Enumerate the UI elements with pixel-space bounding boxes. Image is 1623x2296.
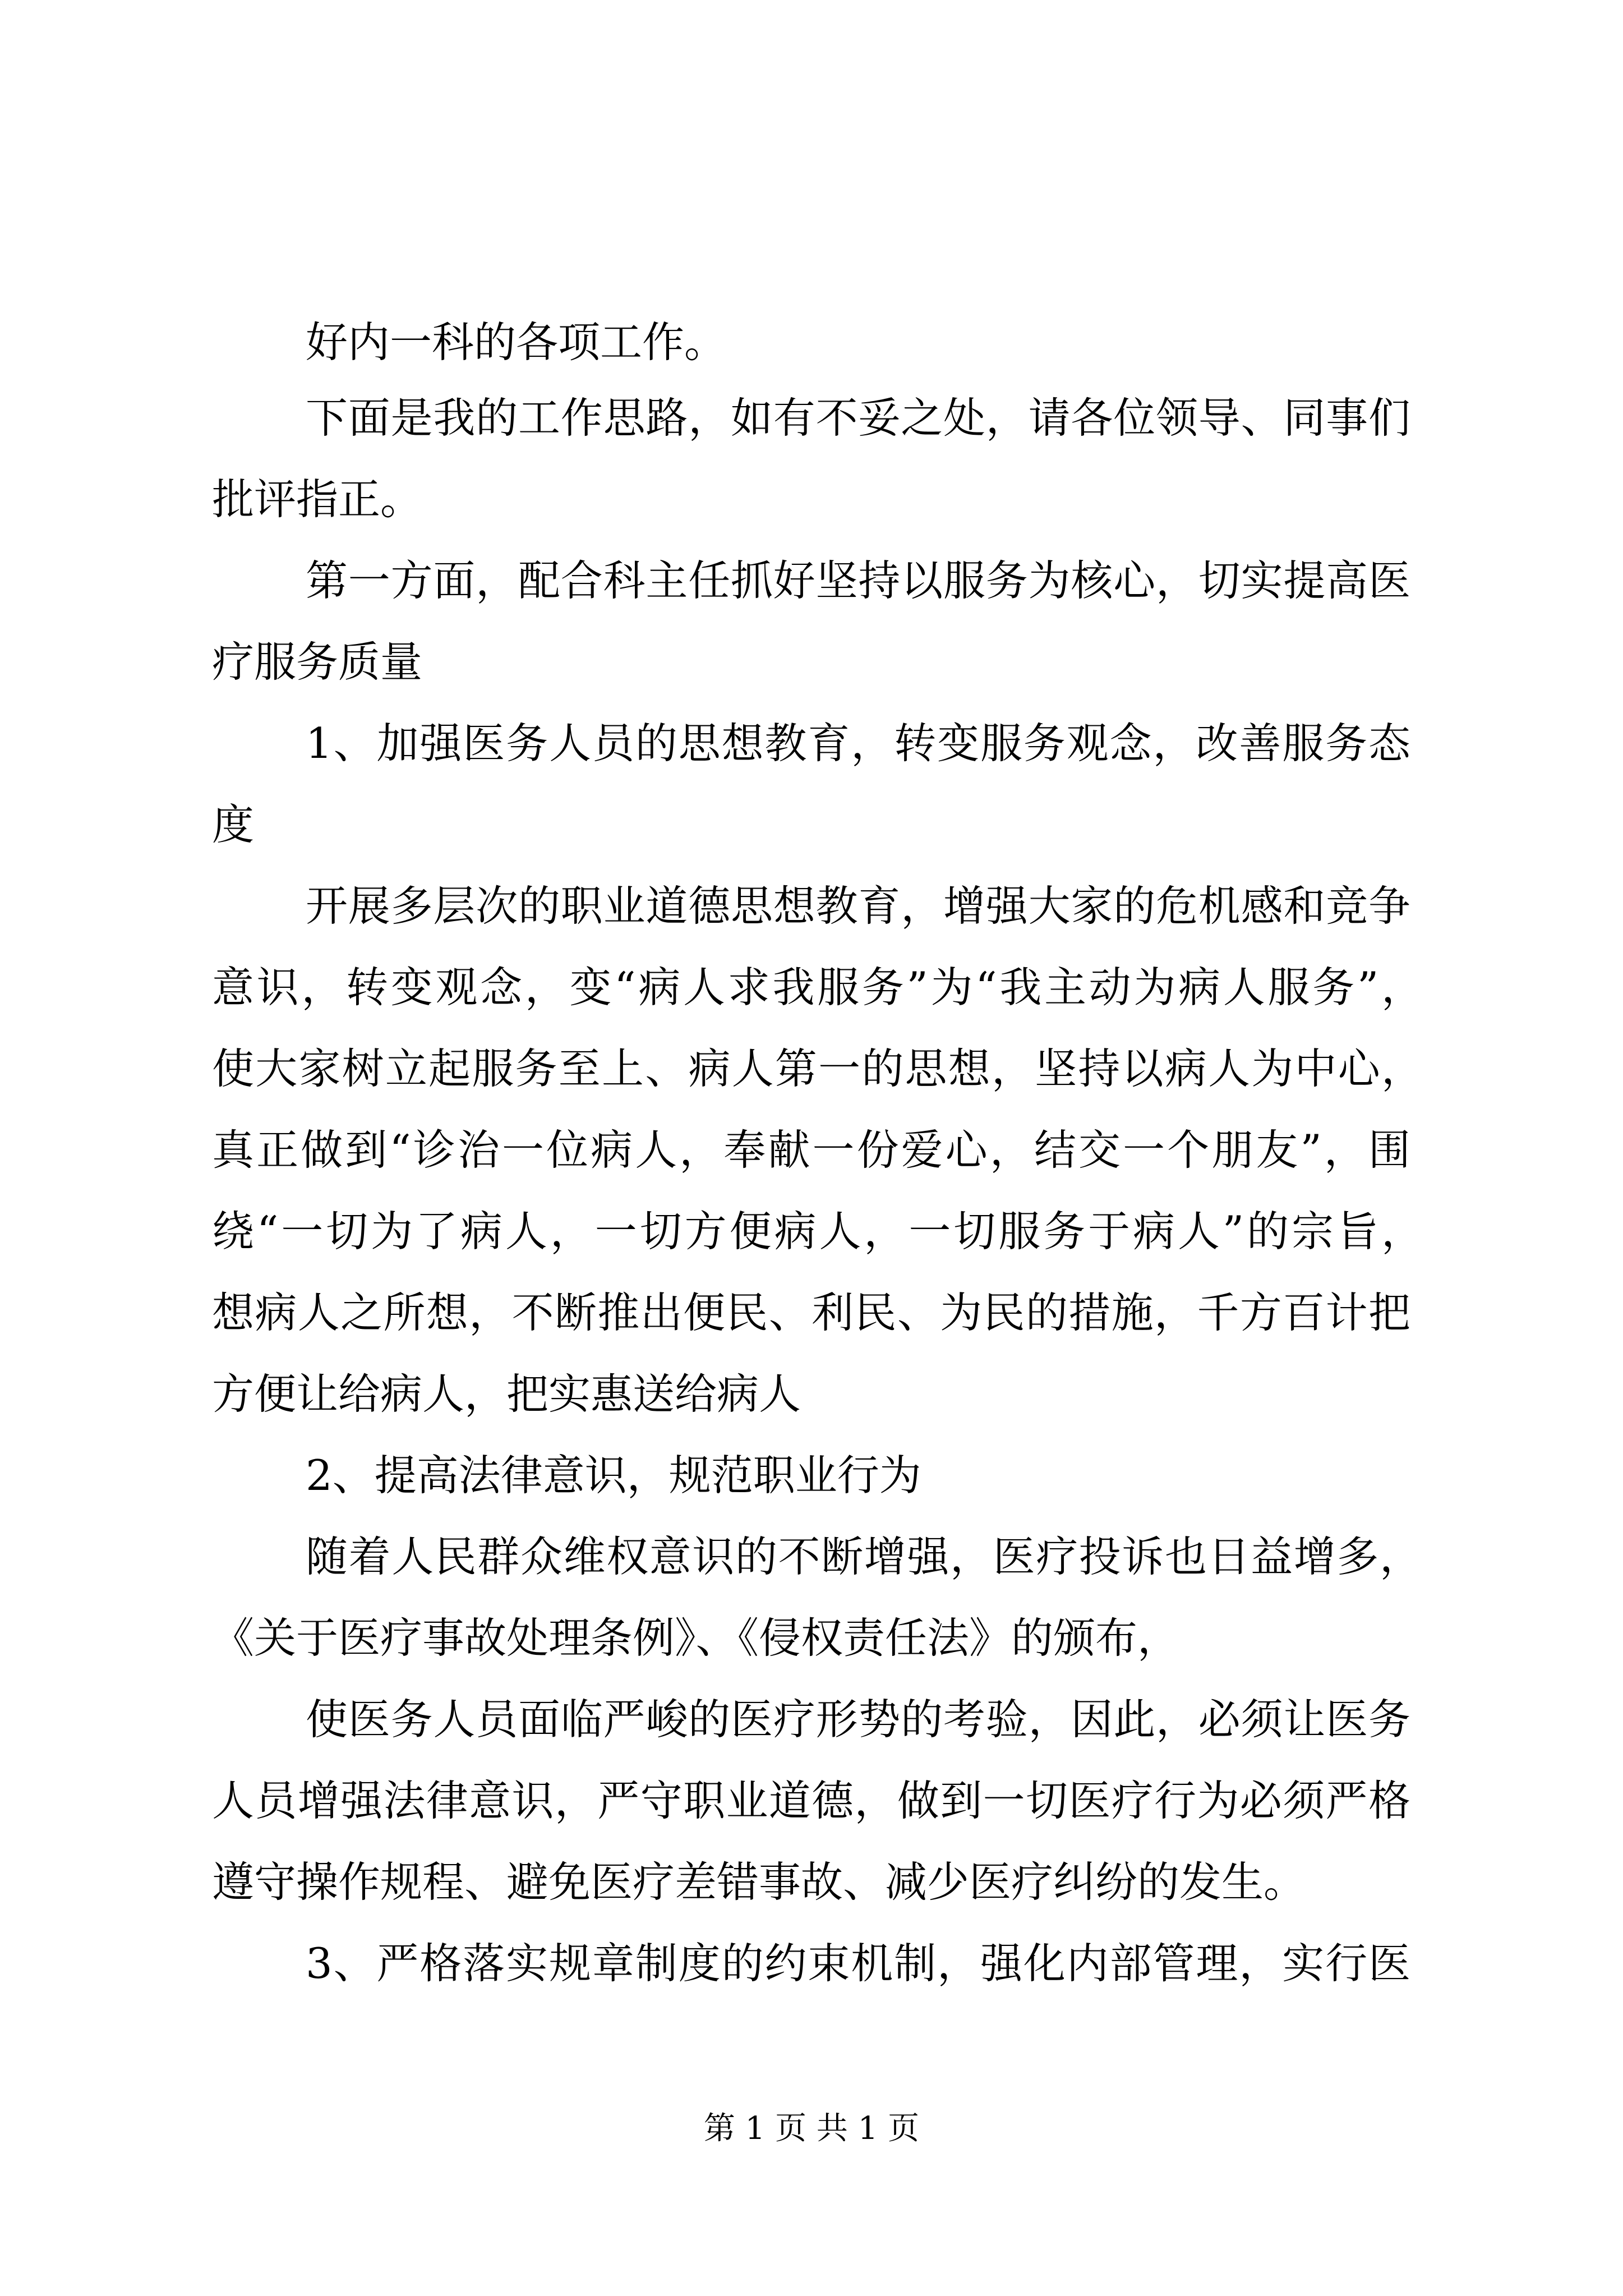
body-line-16: 随着人民群众维权意识的不断增强，医疗投诉也日益增多，	[306, 1532, 1422, 1581]
body-line-5: 疗服务质量	[212, 637, 423, 687]
body-line-3: 批评指正。	[212, 475, 423, 524]
body-line-21: 3、严格落实规章制度的约束机制，强化内部管理，实行医	[306, 1939, 1410, 1988]
body-line-18: 使医务人员面临严峻的医疗形势的考验，因此，必须让医务	[306, 1695, 1410, 1744]
body-line-12: 绕“一切为了病人，一切方便病人，一切服务于病人”的宗旨，	[212, 1207, 1423, 1256]
page-number-footer: 第 1 页 共 1 页	[703, 2110, 920, 2147]
body-line-9: 意识，转变观念，变“病人求我服务”为“我主动为病人服务”，	[212, 963, 1423, 1012]
body-line-13: 想病人之所想，不断推出便民、利民、为民的措施，千方百计把	[212, 1288, 1410, 1337]
body-line-10: 使大家树立起服务至上、病人第一的思想，坚持以病人为中心，	[212, 1044, 1423, 1093]
body-line-8: 开展多层次的职业道德思想教育，增强大家的危机感和竞争	[306, 881, 1410, 931]
body-line-4: 第一方面，配合科主任抓好坚持以服务为核心，切实提高医	[306, 556, 1410, 605]
body-line-14: 方便让给病人，把实惠送给病人	[212, 1369, 801, 1419]
body-line-6: 1、加强医务人员的思想教育，转变服务观念，改善服务态	[306, 719, 1410, 768]
body-line-15: 2、提高法律意识，规范职业行为	[306, 1451, 921, 1500]
body-line-11: 真正做到“诊治一位病人，奉献一份爱心，结交一个朋友”，围	[212, 1125, 1410, 1175]
body-line-17: 《关于医疗事故处理条例》、《侵权责任法》的颁布，	[212, 1613, 1180, 1663]
body-line-19: 人员增强法律意识，严守职业道德，做到一切医疗行为必须严格	[212, 1776, 1410, 1825]
body-line-20: 遵守操作规程、避免医疗差错事故、减少医疗纠纷的发生。	[212, 1857, 1306, 1907]
body-line-2: 下面是我的工作思路，如有不妥之处，请各位领导、同事们	[306, 393, 1410, 443]
body-line-7: 度	[212, 800, 255, 849]
body-line-1: 好内一科的各项工作。	[306, 318, 727, 367]
